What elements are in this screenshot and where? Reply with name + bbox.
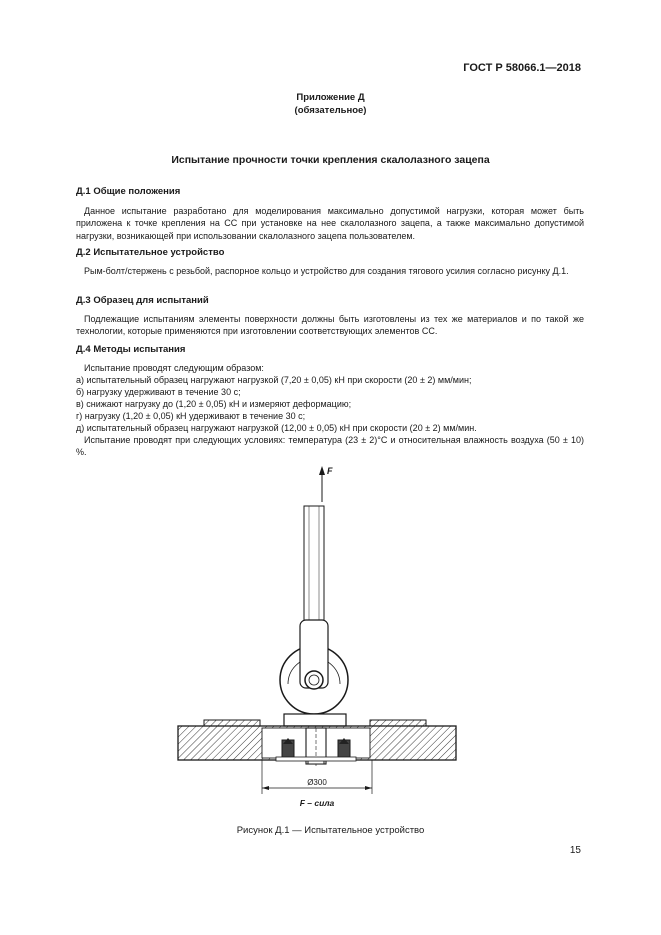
figure-legend: F – сила	[299, 798, 335, 808]
test-device-figure	[170, 462, 470, 812]
page-number: 15	[569, 845, 581, 856]
annex-title: Приложение Д	[296, 92, 365, 103]
section-text-d3: Подлежащие испытаниям элементы поверхности должны быть изготовлены из тех же материалов и по такой же технологии, которые применяются при изготовлении соответствующих элементов СС.	[76, 314, 584, 337]
section-text-d2: Рым-болт/стержень с резьбой, распорное кольцо и устройство для создания тягового усилия согласно рисунку Д.1.	[84, 266, 569, 276]
eye-bolt	[280, 620, 348, 714]
dimension-line	[262, 760, 372, 794]
method-step-c: в) снижают нагрузку до (1,20 ± 0,05) кН и измеряют деформацию;	[76, 399, 352, 409]
spacer-ring	[284, 714, 346, 726]
standard-number: ГОСТ Р 58066.1—2018	[463, 62, 581, 74]
section-heading-d1: Д.1 Общие положения	[76, 186, 181, 197]
method-step-a: а) испытательный образец нагружают нагрузкой (7,20 ± 0,05) кН при скорости (20 ± 2) мм/мин;	[76, 375, 472, 385]
method-step-b: б) нагрузку удерживают в течение 30 с;	[76, 387, 241, 397]
section-text-d1: Данное испытание разработано для моделирования максимально допустимой нагрузки, которая может быть приложена к точке крепления на СС при установке на нее скалолазного зацепа, а также максимально допустимой нагрузки, возникающей при использовании скалолазного зацепа пользователем.	[76, 206, 584, 241]
test-conditions: Испытание проводят при следующих условиях: температура (23 ± 2)°С и относительная влажность воздуха (50 ± 10) %.	[76, 435, 584, 458]
dimension-label: Ø300	[307, 778, 327, 787]
force-label: F	[327, 466, 333, 476]
method-intro: Испытание проводят следующим образом:	[84, 363, 264, 373]
section-heading-d2: Д.2 Испытательное устройство	[76, 247, 225, 258]
section-heading-d4: Д.4 Методы испытания	[76, 344, 186, 355]
threaded-rod	[300, 506, 328, 638]
figure-caption: Рисунок Д.1 — Испытательное устройство	[236, 825, 425, 836]
method-step-d: г) нагрузку (1,20 ± 0,05) кН удерживают в течение 30 с;	[76, 411, 306, 421]
annex-status: (обязательное)	[294, 105, 367, 116]
surface-panel	[178, 720, 456, 766]
section-heading-d3: Д.3 Образец для испытаний	[76, 295, 209, 306]
document-title: Испытание прочности точки крепления скалолазного зацепа	[171, 154, 490, 166]
force-arrow	[319, 466, 325, 502]
method-step-e: д) испытательный образец нагружают нагрузкой (12,00 ± 0,05) кН при скорости (20 ± 2) мм/мин.	[76, 423, 477, 433]
